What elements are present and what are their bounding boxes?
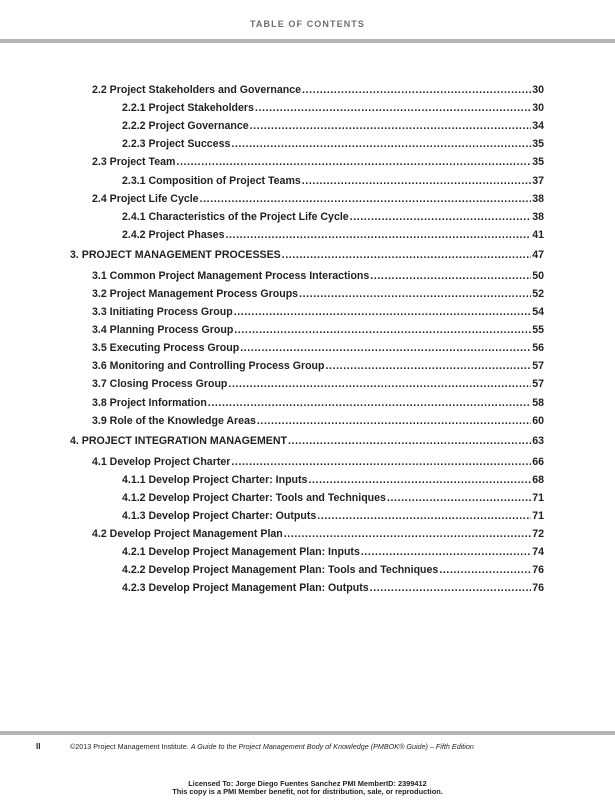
toc-entry-page: 71	[532, 509, 544, 522]
license-line-1: Licensed To: Jorge Diego Fuentes Sanchez PMI MemberID: 2399412	[188, 779, 427, 788]
toc-entry-label: 4. PROJECT INTEGRATION MANAGEMENT	[70, 435, 287, 448]
footer-copyright	[70, 742, 474, 751]
toc-entry-label: 3.8 Project Information	[92, 396, 207, 409]
toc-entry-label: 2.3 Project Team	[92, 156, 176, 169]
copyright-prefix: ©2013 Project Management Institute.	[70, 742, 189, 751]
toc-entry-page: 30	[532, 102, 544, 115]
toc-entry-label: 2.2 Project Stakeholders and Governance	[92, 84, 302, 96]
toc-entry-label: 3. PROJECT MANAGEMENT PROCESSES	[70, 249, 281, 262]
toc-dot-leader	[350, 208, 532, 226]
toc-dot-leader	[439, 561, 531, 579]
toc-entry[interactable]	[122, 579, 544, 597]
toc-entry-page: 76	[532, 564, 544, 577]
toc-entry-label: 3.3 Initiating Process Group	[92, 306, 233, 318]
toc-entry-page: 63	[532, 435, 544, 448]
toc-dot-leader	[200, 190, 532, 208]
toc-dot-leader	[257, 412, 531, 430]
toc-dot-leader	[255, 99, 531, 117]
toc-entry-page: 71	[532, 491, 544, 504]
toc-dot-leader	[370, 579, 532, 597]
toc-entry-label: 4.1.1 Develop Project Charter: Inputs	[122, 473, 308, 486]
toc-dot-leader	[361, 543, 531, 561]
toc-dot-leader	[299, 285, 531, 303]
toc-dot-leader	[308, 471, 531, 489]
toc-entry-label: 4.2.3 Develop Project Management Plan: Outputs	[122, 582, 369, 595]
toc-entry-page: 47	[532, 249, 544, 262]
toc-dot-leader	[208, 394, 531, 412]
toc-entry[interactable]	[122, 543, 544, 561]
toc-dot-leader	[387, 489, 531, 507]
toc-dot-leader	[302, 172, 531, 190]
toc-entry-label: 3.9 Role of the Knowledge Areas	[92, 414, 256, 427]
toc-entry-page: 60	[532, 414, 544, 427]
toc-entry-page: 54	[532, 306, 544, 318]
toc-entry-label: 2.2.3 Project Success	[122, 138, 231, 151]
toc-entry[interactable]	[92, 321, 544, 339]
toc-entry-label: 3.4 Planning Process Group	[92, 324, 234, 337]
toc-entry[interactable]	[122, 489, 544, 507]
toc-entry[interactable]	[92, 303, 544, 321]
toc-entry-page: 55	[532, 324, 544, 337]
toc-entry[interactable]	[92, 267, 544, 285]
toc-dot-leader	[234, 321, 531, 339]
toc-entry-label: 4.1.2 Develop Project Charter: Tools and Techniques	[122, 491, 386, 504]
toc-entry[interactable]	[92, 412, 544, 430]
toc-entry[interactable]	[92, 285, 544, 303]
toc-dot-leader	[231, 135, 531, 153]
page-header-title: TABLE OF CONTENTS	[249, 19, 366, 29]
copyright-title: A Guide to the Project Management Body of Knowledge (PMBOK® Guide) – Fifth Edition	[190, 742, 474, 751]
toc-dot-leader	[284, 525, 531, 543]
toc-entry[interactable]	[122, 135, 544, 153]
toc-entry[interactable]	[122, 226, 544, 244]
toc-entry-label: 4.2 Develop Project Management Plan	[92, 528, 283, 540]
toc-entry[interactable]	[122, 99, 544, 117]
toc-entry[interactable]	[92, 357, 544, 375]
toc-entry-label: 3.5 Executing Process Group	[92, 342, 240, 355]
toc-entry-page: 66	[532, 455, 544, 468]
footer-page-number: II	[36, 742, 41, 751]
toc-entry-label: 3.2 Project Management Process Groups	[92, 287, 299, 300]
toc-dot-leader	[228, 375, 531, 393]
toc-entry-label: 4.1 Develop Project Charter	[92, 455, 231, 468]
toc-entry-page: 76	[532, 582, 544, 595]
toc-dot-leader	[240, 339, 531, 357]
toc-entry-label: 4.2.2 Develop Project Management Plan: Tools and Techniques	[122, 564, 439, 577]
toc-entry-page: 35	[532, 138, 544, 151]
toc-entry-label: 3.7 Closing Process Group	[92, 378, 228, 391]
toc-entry-page: 41	[532, 228, 544, 241]
toc-entry-page: 52	[532, 287, 544, 300]
toc-entry-label: 2.2.2 Project Governance	[122, 120, 249, 133]
toc-entry-label: 3.6 Monitoring and Controlling Process Group	[92, 360, 325, 373]
toc-dot-leader	[302, 81, 531, 99]
toc-entry[interactable]	[122, 471, 544, 489]
toc-entry[interactable]	[122, 561, 544, 579]
toc-entry-page: 56	[532, 342, 544, 355]
toc-dot-leader	[231, 453, 531, 471]
toc-entry[interactable]	[92, 81, 544, 99]
toc-entry[interactable]	[92, 190, 544, 208]
toc-entry-page: 57	[532, 360, 544, 373]
toc-dot-leader	[176, 153, 531, 171]
toc-entry-page: 72	[532, 528, 544, 540]
toc-entry-page: 68	[532, 473, 544, 486]
toc-entry[interactable]	[122, 208, 544, 226]
toc-dot-leader	[288, 432, 531, 450]
toc-entry-page: 58	[532, 396, 544, 409]
toc-entry[interactable]	[122, 117, 544, 135]
toc-entry-page: 38	[532, 192, 544, 205]
footer-divider	[0, 731, 615, 735]
toc-dot-leader	[282, 246, 531, 264]
toc-entry-page: 37	[532, 174, 544, 187]
toc-entry-label: 2.3.1 Composition of Project Teams	[122, 174, 301, 187]
toc-entry-label: 3.1 Common Project Management Process Interactions	[92, 269, 370, 282]
toc-entry-label: 4.1.3 Develop Project Charter: Outputs	[122, 509, 317, 522]
toc-entry[interactable]	[92, 394, 544, 412]
toc-entry[interactable]	[70, 246, 544, 264]
toc-entry-page: 57	[532, 378, 544, 391]
toc-entry-label: 2.4 Project Life Cycle	[92, 192, 199, 205]
license-line-2: This copy is a PMI Member benefit, not for distribution, sale, or reproduction.	[172, 787, 443, 796]
toc-entry[interactable]	[92, 153, 544, 171]
header-divider	[0, 39, 615, 43]
toc-entry-page: 35	[532, 156, 544, 169]
toc-dot-leader	[317, 507, 531, 525]
toc-entry[interactable]	[92, 375, 544, 393]
toc-dot-leader	[234, 303, 532, 321]
license-notice	[0, 780, 615, 796]
toc-entry[interactable]	[70, 432, 544, 450]
toc-dot-leader	[250, 117, 532, 135]
toc-entry[interactable]	[92, 339, 544, 357]
toc-entry-label: 4.2.1 Develop Project Management Plan: Inputs	[122, 546, 360, 559]
toc-entry-page: 30	[532, 84, 544, 96]
toc-entry[interactable]	[122, 507, 544, 525]
toc-entry-label: 2.2.1 Project Stakeholders	[122, 102, 254, 115]
toc-entry[interactable]	[92, 525, 544, 543]
toc-dot-leader	[225, 226, 531, 244]
toc-entry-label: 2.4.1 Characteristics of the Project Life Cycle	[122, 210, 349, 223]
toc-dot-leader	[370, 267, 531, 285]
toc-entry-label: 2.4.2 Project Phases	[122, 228, 225, 241]
toc-entry-page: 38	[532, 210, 544, 223]
toc-entry-page: 74	[532, 546, 544, 559]
toc-entry[interactable]	[92, 453, 544, 471]
toc-entry[interactable]	[122, 172, 544, 190]
toc-entry-page: 34	[532, 120, 544, 133]
toc-entry-page: 50	[532, 269, 544, 282]
toc-dot-leader	[325, 357, 531, 375]
